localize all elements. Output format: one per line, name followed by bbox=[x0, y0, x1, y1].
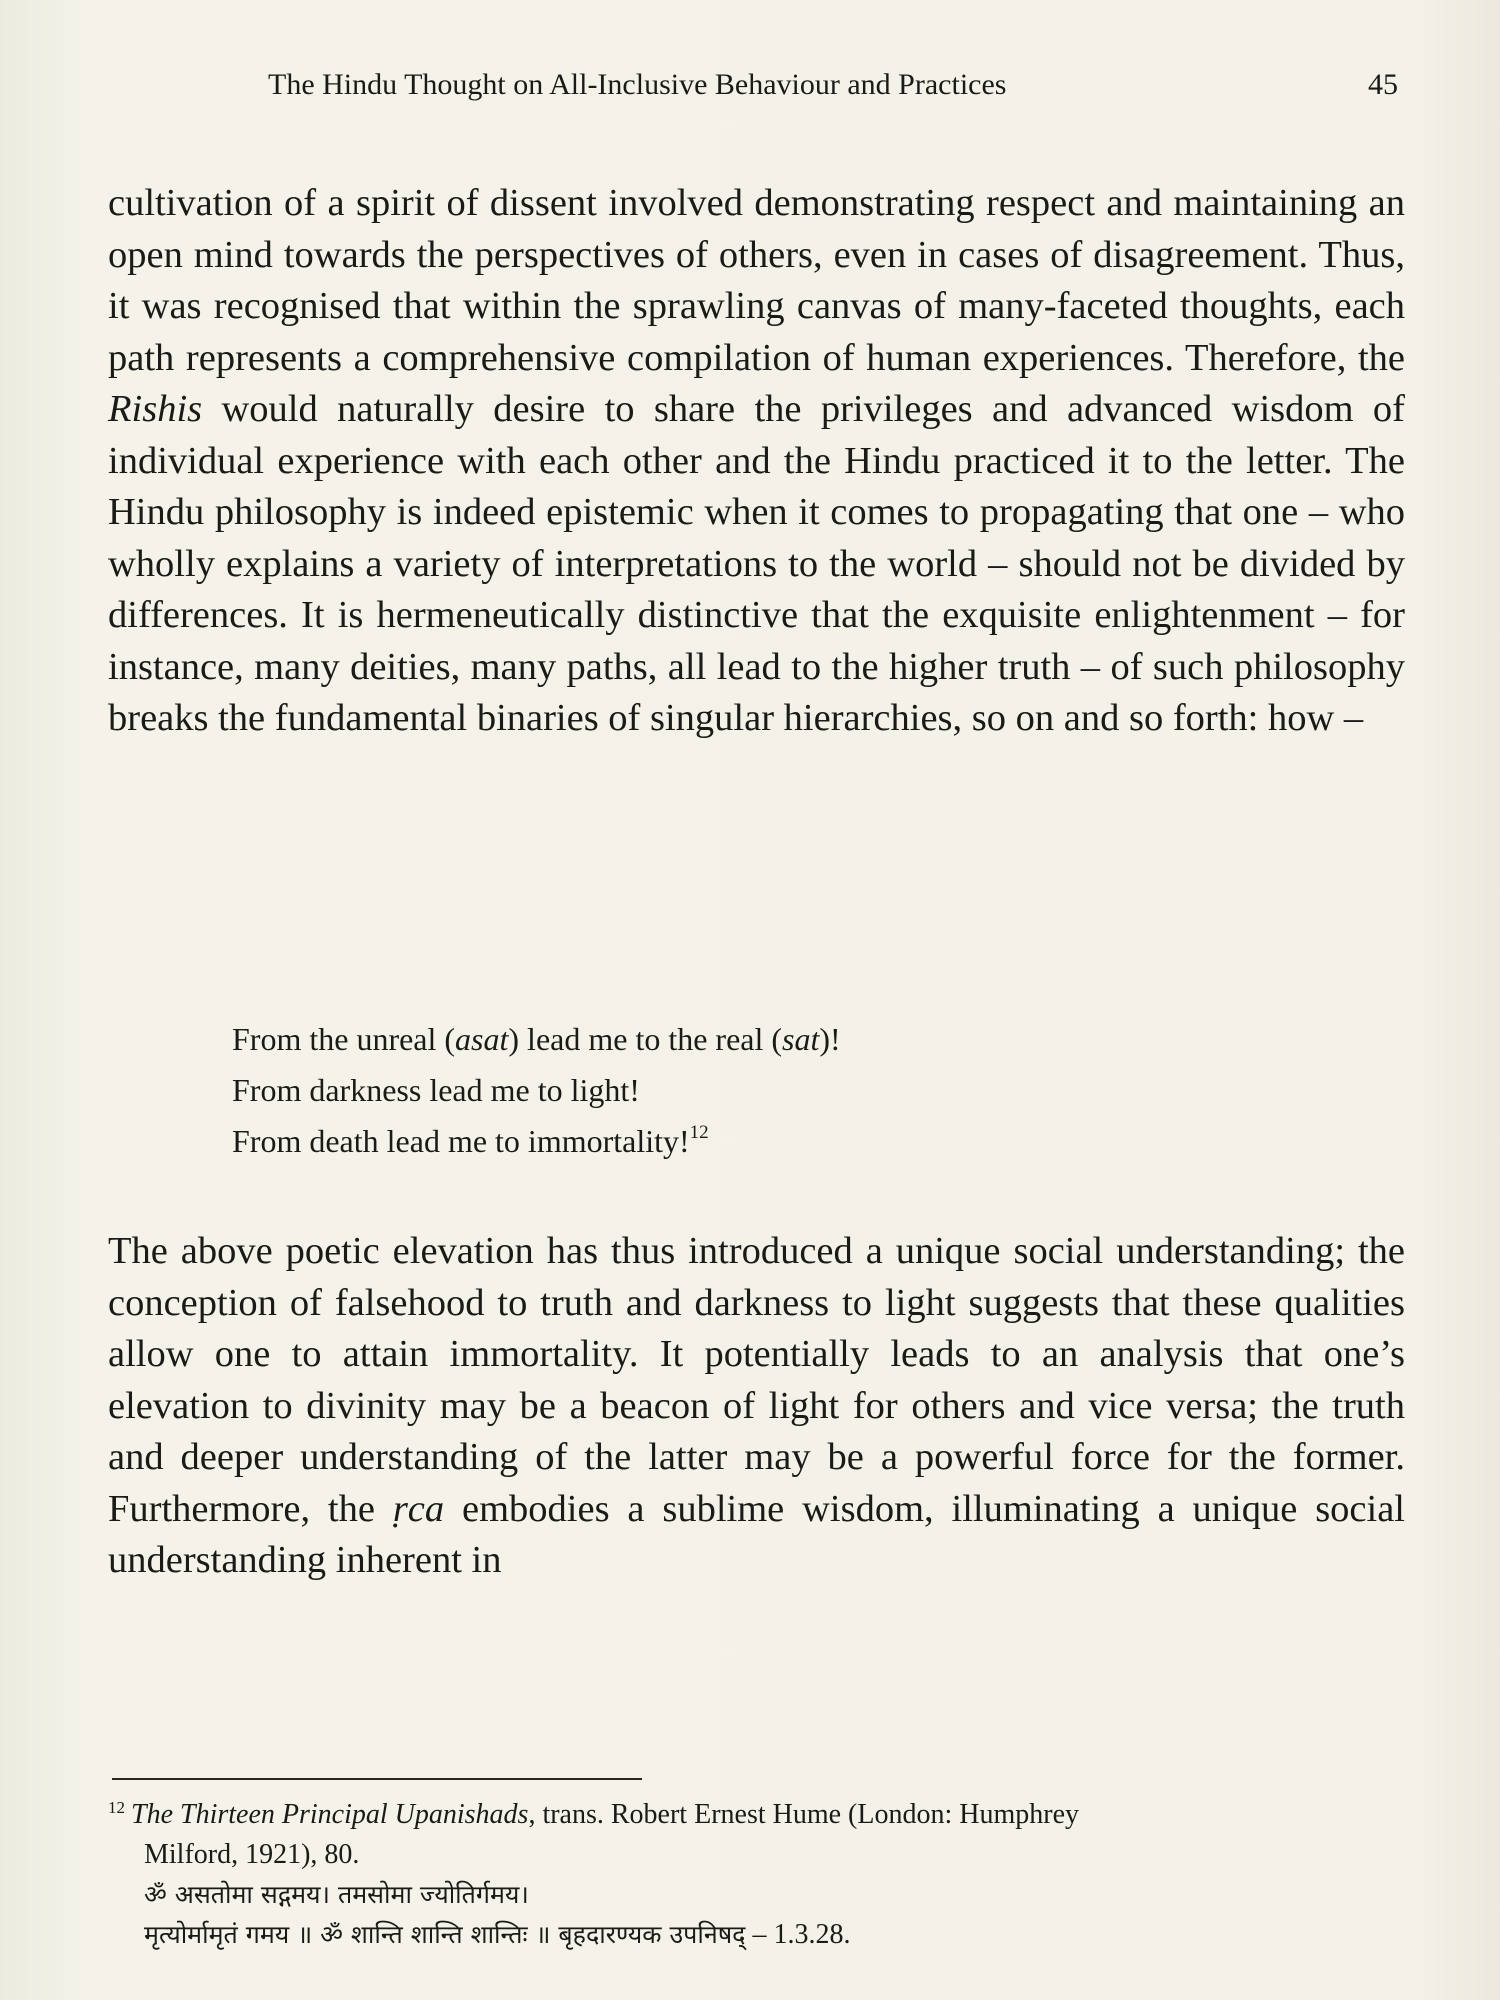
paragraph-2 bbox=[108, 1226, 1405, 1587]
term-rca: ṛca bbox=[392, 1487, 445, 1530]
paragraph-1-text-b: would naturally desire to share the privileges and advanced wisdom of individual experience with each other and the Hindu practiced it to the letter. The Hindu philosophy is indeed epistemic when it comes to propagating that one – who wholly explains a variety of interpretations to the world – should not be divided by differences. It is hermeneutically distinctive that the exquisite enlightenment – for instance, many deities, many paths, all lead to the higher truth – of such philosophy breaks the fundamental binaries of singular hierarchies, so on and so forth: how – bbox=[108, 388, 1405, 739]
verse-line-1-c: )! bbox=[819, 1021, 841, 1057]
footnote-reference[interactable]: 12 bbox=[689, 1122, 709, 1143]
verse-line-3-text: From death lead me to immortality! bbox=[232, 1123, 690, 1159]
verse-line-3 bbox=[232, 1116, 1232, 1167]
footnote-sanskrit-1: ॐ असतोमा सद्गमय। तमसोमा ज्योतिर्गमय। bbox=[144, 1880, 529, 1909]
paragraph-2-text-b: embodies a sublime wisdom, illuminating a unique social understanding inherent in bbox=[108, 1487, 1405, 1581]
paragraph-1-text-a: cultivation of a spirit of dissent involved demonstrating respect and maintaining an open mind towards the perspectives of others, even in cases of disagreement. Thus, it was recognised that within the sprawling canvas of many-faceted thoughts, each path represents a comprehensive compilation of human experiences. Therefore, the bbox=[108, 182, 1405, 379]
footnote-divider bbox=[112, 1778, 642, 1780]
verse-line-1-b: ) lead me to the real ( bbox=[508, 1021, 783, 1057]
paragraph-2-text-a: The above poetic elevation has thus introduced a unique social understanding; the conception of falsehood to truth and darkness to light suggests that these qualities allow one to attain immortality. It potentially leads to an analysis that one’s elevation to divinity may be a beacon of light for others and vice versa; the truth and deeper understanding of the latter may be a powerful force for the former. Furthermore, the bbox=[108, 1230, 1405, 1530]
footnote-mark: 12 bbox=[108, 1798, 125, 1817]
footnote-12 bbox=[108, 1795, 1405, 1955]
term-sat: sat bbox=[782, 1021, 820, 1057]
running-header bbox=[108, 68, 1398, 108]
running-title: The Hindu Thought on All-Inclusive Behaviour and Practices bbox=[268, 68, 1007, 101]
verse-line-1 bbox=[232, 1014, 1232, 1065]
footnote-line-4 bbox=[108, 1915, 1405, 1955]
footnote-book-title: The Thirteen Principal Upanishads bbox=[131, 1799, 529, 1830]
term-asat: asat bbox=[455, 1021, 509, 1057]
paragraph-1 bbox=[108, 178, 1405, 745]
verse-line-2: From darkness lead me to light! bbox=[232, 1072, 640, 1108]
term-rishis: Rishis bbox=[108, 388, 203, 430]
verse-block bbox=[232, 1014, 1232, 1167]
footnote-citation-a: , trans. Robert Ernest Hume (London: Humphrey bbox=[528, 1799, 1080, 1830]
footnote-line-1 bbox=[108, 1795, 1405, 1835]
verse-line-1-a: From the unreal ( bbox=[232, 1021, 456, 1057]
page-number: 45 bbox=[1368, 68, 1398, 101]
footnote-reference-number: – 1.3.28. bbox=[745, 1919, 851, 1950]
footnote-line-2: Milford, 1921), 80. bbox=[144, 1839, 360, 1870]
footnote-sanskrit-2: मृत्योर्मामृतं गमय ॥ ॐ शान्ति शान्ति शान्तिः ॥ बृहदारण्यक उपनिषद् bbox=[144, 1920, 746, 1949]
